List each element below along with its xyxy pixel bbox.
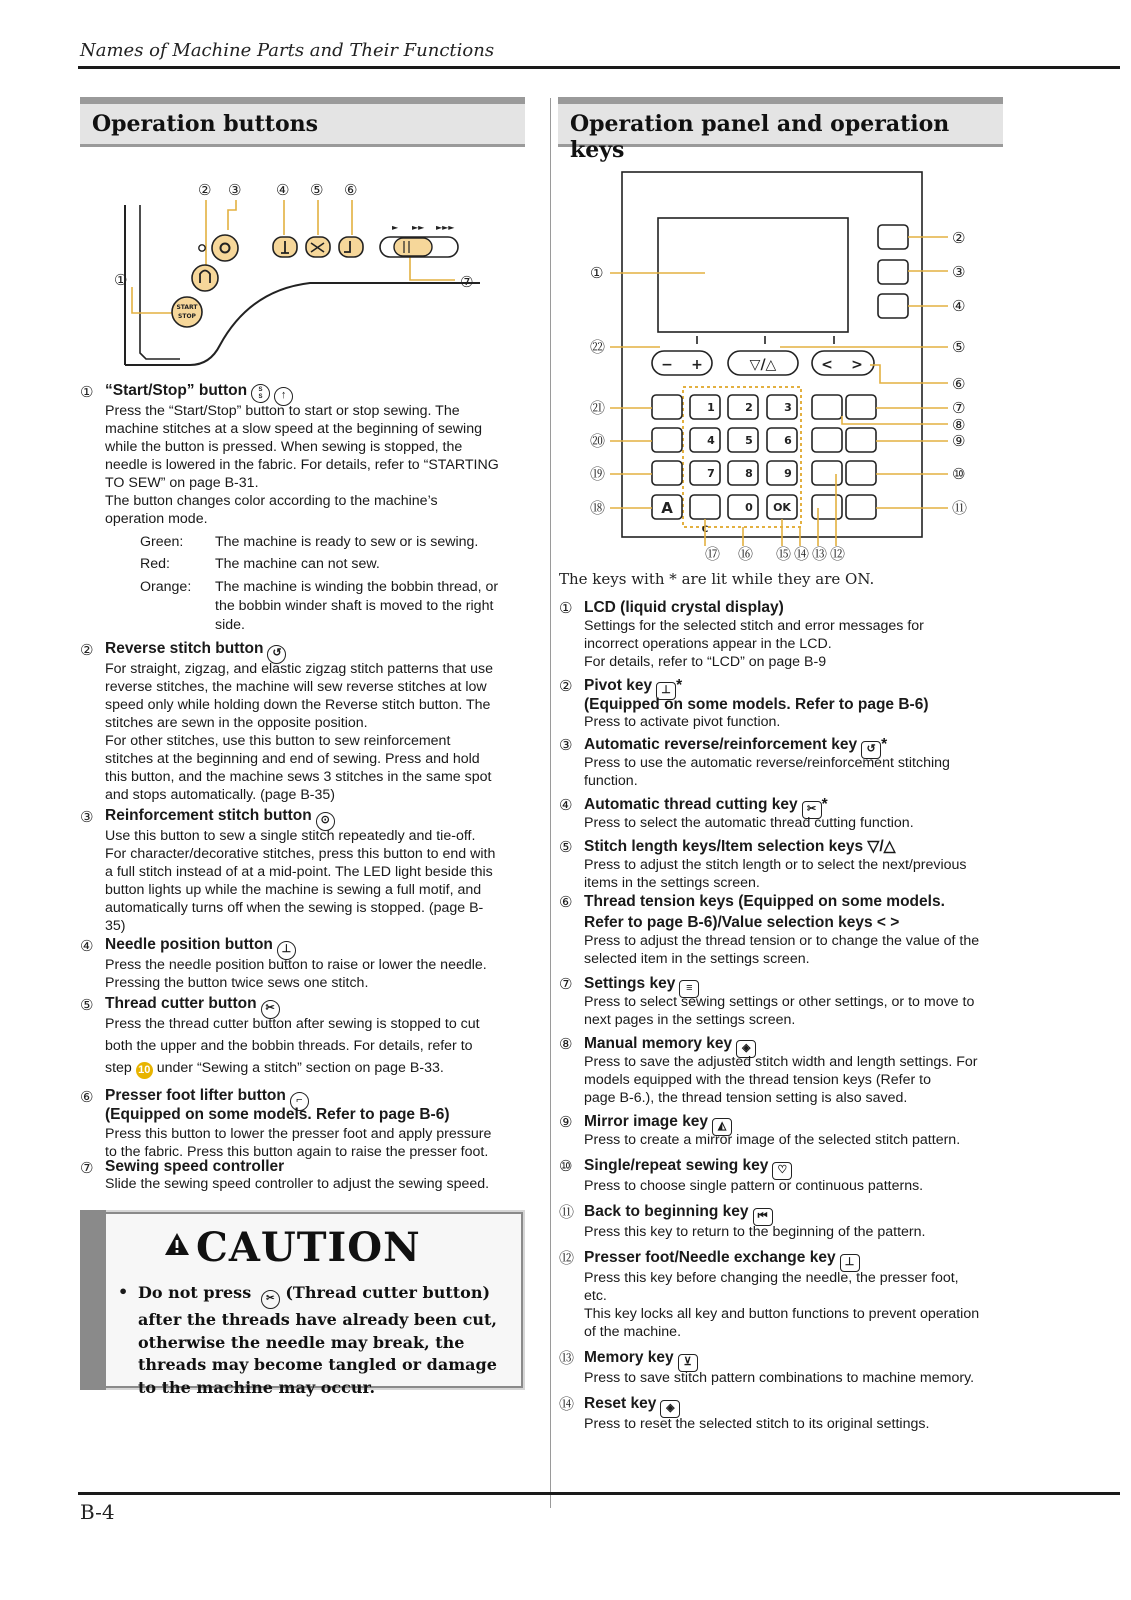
- item-number: ①: [80, 383, 94, 401]
- item-number: ⑤: [80, 996, 94, 1014]
- callout-4: ④: [276, 181, 290, 199]
- item-number: ⑦: [80, 1159, 94, 1177]
- item-number: ⑬: [559, 1349, 575, 1367]
- mirror-icon: ◭: [712, 1118, 732, 1136]
- svg-text:3: 3: [784, 401, 792, 414]
- svg-text:2: 2: [745, 401, 753, 414]
- callout-7: ⑦: [460, 273, 474, 291]
- item-number: ③: [80, 808, 94, 826]
- item-number: ⑨: [559, 1113, 573, 1131]
- item-number: ⑥: [80, 1088, 94, 1106]
- item-title: Settings key ≡: [584, 974, 699, 998]
- svg-text:⑤: ⑤: [952, 338, 966, 356]
- scissors-icon: ✂: [261, 1290, 280, 1309]
- operation-buttons-illustration: [110, 175, 510, 375]
- svg-text:►►: ►►: [412, 223, 425, 232]
- mode-red-label: Red:: [140, 556, 170, 572]
- item-number: ⑭: [559, 1395, 575, 1413]
- caution-bullet: •: [118, 1282, 129, 1301]
- svg-text:⑩: ⑩: [952, 465, 966, 483]
- header-rule: [78, 66, 1120, 69]
- svg-text:⑭: ⑭: [794, 545, 810, 563]
- caution-bar: [80, 1210, 106, 1390]
- item-body: Press to save the adjusted stitch width and length settings. For models equipped with the thread tension keys (Refer to page B-6.), the thread tension setting is also saved.: [584, 1054, 978, 1106]
- item-number: ③: [559, 736, 573, 754]
- item-number: ⑪: [559, 1203, 575, 1221]
- scissors-icon: ✂: [802, 801, 822, 819]
- svg-text:C: C: [701, 525, 709, 535]
- item-number: ⑦: [559, 975, 573, 993]
- section-title: Operation buttons: [92, 111, 318, 137]
- item-subtitle: (Equipped on some models. Refer to page B-6): [584, 696, 929, 713]
- svg-text:6: 6: [784, 434, 792, 447]
- svg-text:⑥: ⑥: [952, 375, 966, 393]
- callout-5: ⑤: [310, 181, 324, 199]
- mode-green-label: Green:: [140, 534, 184, 550]
- lit-keys-note: The keys with * are lit while they are ON.: [559, 570, 875, 588]
- svg-text:⑱: ⑱: [590, 499, 606, 517]
- item-body: Settings for the selected stitch and error messages for incorrect operations appear in the LCD. For details, refer to “LCD” on page B-9: [584, 618, 924, 670]
- item-title: Manual memory key ◈: [584, 1034, 756, 1058]
- item-title: Stitch length keys/Item selection keys ▽/△: [584, 838, 896, 855]
- item-body: Press to select sewing settings or other settings, or to move to next pages in the settings screen.: [584, 994, 975, 1028]
- item-body: Press to adjust the stitch length or to select the next/previous items in the settings screen.: [584, 857, 967, 891]
- section-heading-operation-buttons: [80, 97, 525, 147]
- back-to-beginning-icon: ⏮: [753, 1208, 773, 1226]
- arrow-up-icon: ↑: [274, 387, 293, 406]
- needle-icon: ⊥: [277, 941, 296, 960]
- svg-text:START: START: [176, 304, 198, 311]
- mode-orange-desc: The machine is winding the bobbin thread, or the bobbin winder shaft is moved to the right side.: [215, 579, 499, 633]
- item-body: Press to create a mirror image of the selected stitch pattern.: [584, 1132, 961, 1148]
- mode-green-desc: The machine is ready to sew or is sewing.: [215, 534, 479, 550]
- item-title: LCD (liquid crystal display): [584, 599, 784, 616]
- reinforcement-icon: ⊙: [316, 812, 335, 831]
- mode-orange-label: Orange:: [140, 579, 192, 595]
- svg-text:OK: OK: [773, 501, 791, 514]
- callout-2: ②: [198, 181, 212, 199]
- mode-red-desc: The machine can not sew.: [215, 556, 380, 572]
- auto-reverse-icon: ↺: [861, 741, 881, 759]
- lock-icon: ⊥: [840, 1254, 860, 1272]
- page-number: B-4: [80, 1500, 115, 1524]
- svg-text:⑦: ⑦: [952, 399, 966, 417]
- svg-text:9: 9: [784, 467, 792, 480]
- callout-6: ⑥: [344, 181, 358, 199]
- item-body: Press this button to lower the presser foot and apply pressure to the fabric. Press this button again to raise the presser foot.: [105, 1126, 492, 1160]
- column-divider: [550, 98, 551, 1508]
- svg-text:A: A: [661, 499, 673, 517]
- item-number: ②: [559, 677, 573, 695]
- section-heading-operation-panel: [558, 97, 1003, 163]
- reset-icon: ◈: [660, 1400, 680, 1418]
- item-body: Press the “Start/Stop” button to start or stop sewing. The machine stitches at a slow speed at the beginning of sewing while the button is pressed. When sewing is stopped, the needle is lowered in the fabric. For details, refer to “STARTING TO SEW” on page B-31. The button changes color according to the machine’s operation mode.: [105, 403, 499, 527]
- callout-3: ③: [228, 181, 242, 199]
- item-subtitle: (Equipped on some models. Refer to page B-6): [105, 1106, 450, 1123]
- item-title: Mirror image key ◭: [584, 1112, 732, 1136]
- svg-text:►: ►: [392, 223, 399, 232]
- memory-icon: ⊻: [678, 1354, 698, 1372]
- item-body-c: step 10 under “Sewing a stitch” section on page B-33.: [105, 1059, 530, 1079]
- svg-text:⑬: ⑬: [812, 545, 828, 563]
- item-body: Press this key to return to the beginning of the pattern.: [584, 1224, 926, 1240]
- start-stop-icon: S S: [251, 384, 270, 403]
- manual-memory-icon: ◈: [736, 1040, 756, 1058]
- svg-text:►►►: ►►►: [436, 223, 455, 232]
- item-title: Presser foot lifter button ⌐: [105, 1087, 309, 1111]
- svg-text:▽/△: ▽/△: [749, 357, 777, 373]
- caution-inner: [106, 1212, 523, 1397]
- svg-text:⑨: ⑨: [952, 432, 966, 450]
- caution-box: [80, 1210, 525, 1397]
- item-title: Sewing speed controller: [105, 1158, 285, 1175]
- item-title: Memory key ⊻: [584, 1348, 698, 1372]
- item-number: ⑧: [559, 1035, 573, 1053]
- presser-foot-icon: ⌐: [290, 1092, 309, 1111]
- svg-text:1: 1: [707, 401, 715, 414]
- svg-text:−: −: [661, 357, 673, 373]
- item-title: Thread tension keys (Equipped on some models.: [584, 893, 945, 910]
- item-title: Pivot key ⊥ *: [584, 676, 682, 700]
- step-badge: 10: [136, 1062, 153, 1079]
- svg-text:⑰: ⑰: [705, 545, 721, 563]
- value-selection-icon: < >: [876, 914, 900, 931]
- footer-rule: [78, 1492, 1120, 1495]
- svg-text:⑲: ⑲: [590, 465, 606, 483]
- svg-text:⑪: ⑪: [952, 499, 968, 517]
- svg-text:<: <: [821, 357, 833, 373]
- item-body: Slide the sewing speed controller to adjust the sewing speed.: [105, 1176, 490, 1192]
- item-title: Automatic reverse/reinforcement key ↺ *: [584, 735, 887, 759]
- svg-text:㉑: ㉑: [590, 399, 606, 417]
- item-body: Press this key before changing the needle, the presser foot, etc. This key locks all key and button functions to prevent operation of the machine.: [584, 1270, 980, 1340]
- callout-1: ①: [114, 271, 128, 289]
- svg-text:STOP: STOP: [178, 313, 196, 320]
- svg-text:④: ④: [952, 297, 966, 315]
- svg-text:0: 0: [745, 501, 753, 514]
- item-body: Press to reset the selected stitch to its original settings.: [584, 1416, 930, 1432]
- svg-text:⑧: ⑧: [952, 416, 966, 434]
- caution-title: CAUTION: [196, 1224, 421, 1271]
- caution-text: Do not press ✂ (Thread cutter button) after the threads have already been cut, otherwise the needle may break, the threads may become tangled or damage to the machine may occur.: [138, 1283, 497, 1397]
- item-body-b: both the upper and the bobbin threads. For details, refer to: [105, 1038, 473, 1054]
- svg-text:5: 5: [745, 434, 753, 447]
- item-body: For straight, zigzag, and elastic zigzag stitch patterns that use reverse stitches, the machine will sew reverse stitches at low speed only while holding down the Reverse stitch button. The stitches are sewn in the opposite position. For other stitches, use this button to sew reinforcement stitches at the beginning and end of sewing. Press and hold this button, and the machine sews 3 stitches in the same spot and stops automatically. (page B-35): [105, 661, 493, 803]
- svg-text:⑮: ⑮: [776, 545, 792, 563]
- item-number: ⑤: [559, 838, 573, 856]
- settings-icon: ≡: [679, 980, 699, 998]
- item-title: Reverse stitch button ↺: [105, 640, 286, 664]
- svg-text:>: >: [851, 357, 863, 373]
- item-number: ⑩: [559, 1157, 573, 1175]
- pivot-icon: ⊥: [656, 682, 676, 700]
- svg-text:⑫: ⑫: [830, 545, 846, 563]
- item-number: ⑥: [559, 893, 573, 911]
- item-body: Use this button to sew a single stitch repeatedly and tie-off. For character/decorative stitches, press this button to end with a full stitch instead of at a mid-point. The LED light beside this button lights up while the machine is sewing a full motif, and automatically turns off when the sewing is stopped. (page B- 35): [105, 828, 496, 934]
- svg-text:㉒: ㉒: [590, 338, 606, 356]
- item-number: ②: [80, 641, 94, 659]
- item-title: Back to beginning key ⏮: [584, 1202, 773, 1226]
- svg-text:4: 4: [707, 434, 715, 447]
- item-title-line2: Refer to page B-6)/Value selection keys < >: [584, 914, 900, 931]
- svg-text:②: ②: [952, 229, 966, 247]
- operation-panel-illustration: [580, 170, 980, 570]
- svg-text:7: 7: [707, 467, 715, 480]
- stitch-length-icon: ▽/△: [867, 838, 896, 855]
- svg-text:+: +: [691, 357, 703, 373]
- svg-text:①: ①: [590, 264, 604, 282]
- item-title: Automatic thread cutting key ✂ *: [584, 795, 828, 819]
- item-number: ④: [80, 937, 94, 955]
- item-body: Press to select the automatic thread cutting function.: [584, 815, 914, 831]
- item-body: Press to use the automatic reverse/reinforcement stitching function.: [584, 755, 950, 789]
- item-title: Reset key ◈: [584, 1394, 680, 1418]
- section-title: Operation panel and operation keys: [570, 111, 950, 163]
- single-repeat-icon: ♡: [772, 1162, 792, 1180]
- item-body: Press to choose single pattern or continuous patterns.: [584, 1178, 924, 1194]
- item-body: Press to adjust the thread tension or to change the value of the selected item in the settings screen.: [584, 933, 980, 967]
- item-title: Presser foot/Needle exchange key ⊥: [584, 1248, 860, 1272]
- item-title: Single/repeat sewing key ♡: [584, 1156, 792, 1180]
- item-title: “Start/Stop” button S S ↑: [105, 382, 293, 406]
- item-body: Press the needle position button to raise or lower the needle. Pressing the button twice sews one stitch.: [105, 957, 487, 991]
- item-body-a: Press the thread cutter button after sewing is stopped to cut: [105, 1016, 480, 1032]
- item-body: Press to save stitch pattern combinations to machine memory.: [584, 1370, 975, 1386]
- item-number: ④: [559, 796, 573, 814]
- reverse-icon: ↺: [267, 645, 286, 664]
- item-title: Needle position button ⊥: [105, 936, 296, 960]
- running-header: Names of Machine Parts and Their Functions: [80, 40, 495, 61]
- svg-text:8: 8: [745, 467, 753, 480]
- item-number: ⑫: [559, 1249, 575, 1267]
- svg-text:⑳: ⑳: [590, 432, 606, 450]
- svg-text:③: ③: [952, 263, 966, 281]
- warning-icon: [164, 1232, 190, 1256]
- item-title: Thread cutter button ✂: [105, 995, 280, 1019]
- item-number: ①: [559, 599, 573, 617]
- item-title: Reinforcement stitch button ⊙: [105, 807, 335, 831]
- scissors-icon: ✂: [261, 1000, 280, 1019]
- item-body: Press to activate pivot function.: [584, 714, 781, 730]
- svg-text:⑯: ⑯: [738, 545, 754, 563]
